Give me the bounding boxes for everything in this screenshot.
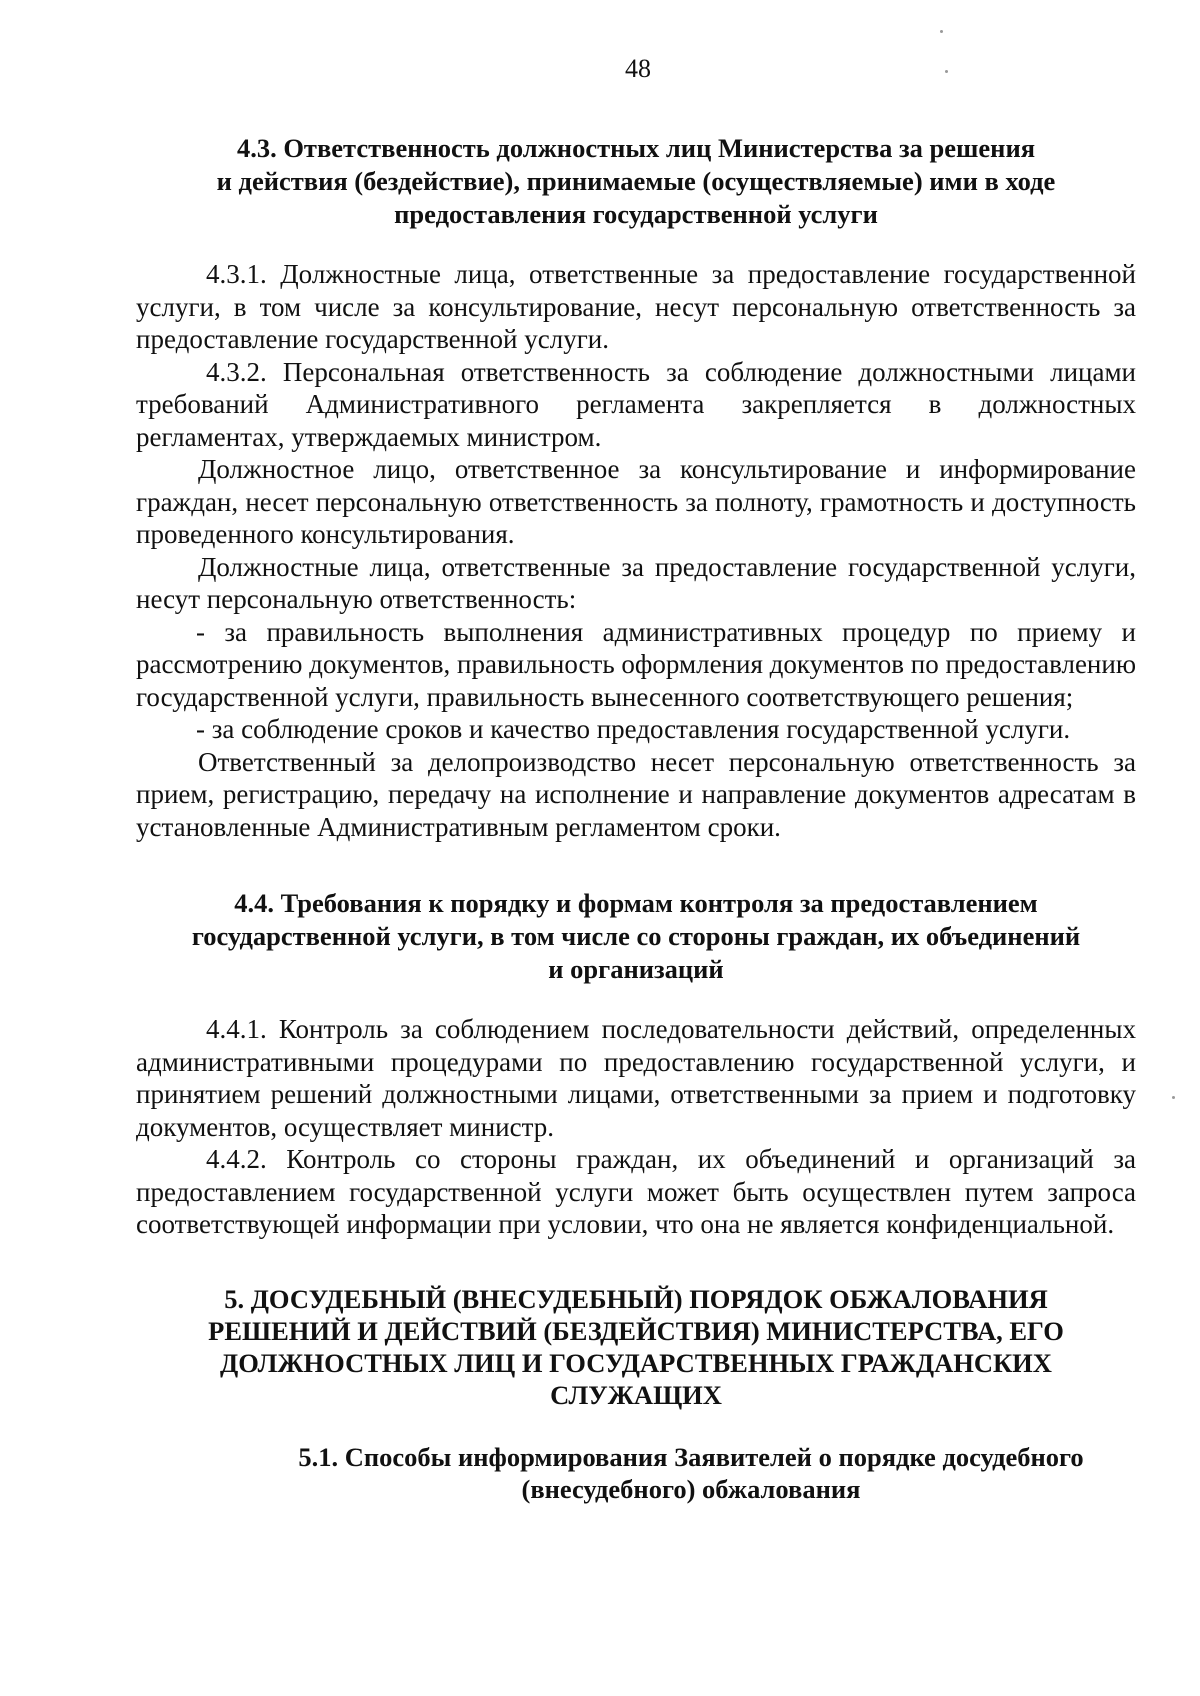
heading-line: 4.3. Ответственность должностных лиц Министерства за решения (236, 133, 1036, 163)
section-5-1-heading (136, 1441, 1136, 1505)
scan-speck (940, 30, 943, 33)
heading-line: РЕШЕНИЙ И ДЕЙСТВИЙ (БЕЗДЕЙСТВИЯ) МИНИСТЕРСТВА, ЕГО (208, 1315, 1064, 1346)
list-item-deadlines: - за соблюдение сроков и качество предоставления государственной услуги. (196, 714, 1071, 744)
heading-line: государственной услуги, в том числе со стороны граждан, их объединений (191, 921, 1081, 951)
section-4-3-heading (136, 132, 1136, 231)
heading-line: СЛУЖАЩИХ (550, 1379, 722, 1410)
list-item-procedures: - за правильность выполнения административных процедур по приему и рассмотрению документов, правильность оформления документов по предоставлению государственной услуги, правильность вынесенного соответствующего решения; (136, 616, 1136, 712)
heading-line: и действия (бездействие), принимаемые (осуществляемые) ими в ходе (216, 166, 1056, 196)
paragraph-4-4-1: 4.4.1. Контроль за соблюдением последовательности действий, определенных административными процедурами по предоставлению государственной услуги, и принятием решений должностными лицами, ответственными за прием и подготовку документов, осуществляет министр. (136, 1014, 1136, 1142)
heading-line: (внесудебного) обжалования (521, 1473, 861, 1504)
paragraph-officials-responsibility: Должностные лица, ответственные за предоставление государственной услуги, несут персональную ответственность: (136, 551, 1136, 614)
heading-line: 5. ДОСУДЕБНЫЙ (ВНЕСУДЕБНЫЙ) ПОРЯДОК ОБЖАЛОВАНИЯ (224, 1283, 1048, 1314)
page-number: 48 (625, 54, 651, 83)
paragraph-4-3-1: 4.3.1. Должностные лица, ответственные за предоставление государственной услуги, в том числе за консультирование, несут персональную ответственность за предоставление государственной услуги. (136, 259, 1136, 354)
paragraph-4-3-2: 4.3.2. Персональная ответственность за соблюдение должностными лицами требований Административного регламента закрепляется в должностных регламентах, утверждаемых министром. (136, 356, 1136, 452)
paragraph-records-responsibility: Ответственный за делопроизводство несет персональную ответственность за прием, регистрацию, передачу на исполнение и направление документов адресатам в установленные Административным регламентом сроки. (136, 746, 1136, 842)
section-5-heading (136, 1283, 1136, 1411)
page-content (136, 132, 1136, 1505)
scan-speck (945, 70, 948, 73)
heading-line: предоставления государственной услуги (394, 199, 878, 229)
paragraph-consulting-responsibility: Должностное лицо, ответственное за консультирование и информирование граждан, несет персональную ответственность за полноту, грамотность и доступность проведенного консультирования. (136, 454, 1136, 549)
heading-line: 4.4. Требования к порядку и формам контроля за предоставлением (234, 888, 1038, 918)
heading-line: ДОЛЖНОСТНЫХ ЛИЦ И ГОСУДАРСТВЕННЫХ ГРАЖДАНСКИХ (220, 1347, 1052, 1378)
section-4-4-heading (136, 887, 1136, 986)
heading-line: 5.1. Способы информирования Заявителей о порядке досудебного (298, 1441, 1084, 1472)
heading-line: и организаций (548, 954, 724, 984)
paragraph-4-4-2: 4.4.2. Контроль со стороны граждан, их объединений и организаций за предоставлением государственной услуги может быть осуществлен путем запроса соответствующей информации при условии, что она не является конфиденциальной. (136, 1144, 1136, 1239)
scan-speck (1172, 1096, 1175, 1099)
